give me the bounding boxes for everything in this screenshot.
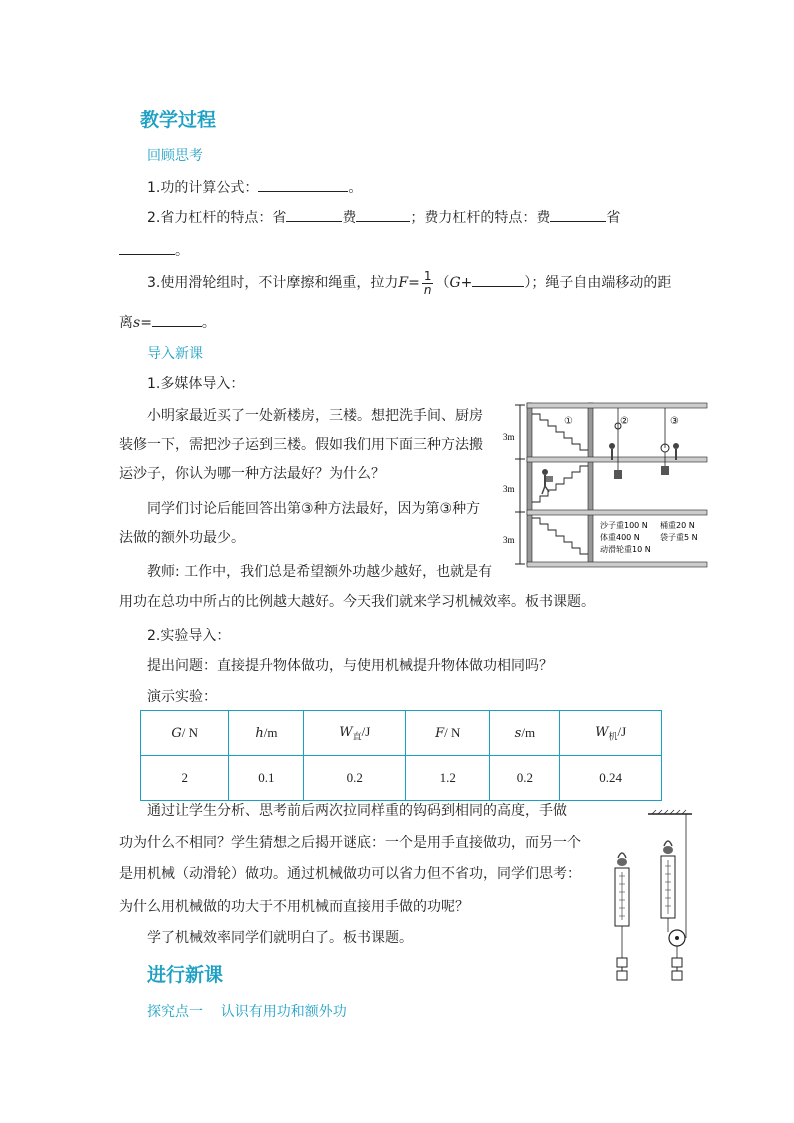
header-h-unit: /m — [263, 725, 278, 740]
experiment-table — [140, 710, 662, 801]
analysis-line3: 是用机械（动滑轮）做功。通过机械做功可以省力但不省功，同学们思考： — [119, 866, 581, 882]
q3-F: F — [398, 275, 409, 291]
q3-text: 3.使用滑轮组时，不计摩擦和绳重，拉力 — [147, 275, 399, 291]
info-pulley: 动滑轮重10 N — [600, 545, 651, 554]
experiment-label: 2.实验导入： — [147, 628, 231, 644]
header-W-direct-sub: 直 — [352, 731, 362, 742]
header-h — [229, 711, 304, 756]
q2-sheng: 省 — [606, 210, 621, 226]
q1-blank — [258, 177, 348, 192]
question-2-line2 — [119, 240, 189, 261]
media-para3-line2: 用功在总功中所占的比例越大越好。今天我们就来学习机械效率。板书课题。 — [119, 594, 595, 610]
q3-plus: + — [460, 275, 473, 291]
figure-spring-scales — [600, 808, 695, 988]
figure-building-three-methods — [500, 400, 708, 568]
q2-blank-4 — [119, 240, 175, 255]
header-F-sym: F — [435, 726, 445, 741]
method-2-label: ② — [620, 416, 629, 427]
header-F-unit: / N — [444, 725, 461, 740]
q3-blank-2 — [152, 312, 202, 327]
cell-W-direct: 0.2 — [304, 756, 406, 801]
cell-G: 2 — [141, 756, 229, 801]
q3-s: s — [133, 315, 141, 331]
question-1 — [147, 177, 362, 198]
q3-G: G — [449, 275, 461, 291]
analysis-conclusion: 学了机械效率同学们就明白了。板书课题。 — [147, 930, 413, 946]
info-body: 体重400 N — [600, 533, 640, 542]
cell-F: 1.2 — [406, 756, 490, 801]
media-para2-line2: 法做的额外功最少。 — [119, 530, 245, 546]
info-bucket: 桶重20 N — [660, 521, 695, 530]
q2-text: 2.省力杠杆的特点：省 — [147, 210, 287, 226]
info-bag: 袋子重5 N — [660, 533, 698, 542]
q2-blank-3 — [550, 207, 606, 222]
question-3-line2 — [119, 312, 216, 333]
media-para2-line1: 同学们讨论后能回答出第③种方法最好，因为第③种方 — [147, 501, 481, 517]
header-s-unit: /m — [521, 725, 536, 740]
method-1-label: ① — [564, 416, 573, 427]
dim-label-2: 3m — [503, 484, 515, 494]
q3-eq: = — [408, 275, 420, 291]
heading-teaching-process: 教学过程 — [140, 109, 217, 131]
header-h-sym: h — [255, 726, 264, 741]
media-label: 1.多媒体导入： — [147, 376, 245, 392]
q2-mid: ；费力杠杆的特点：费 — [410, 210, 551, 226]
q1-text: 1.功的计算公式： — [147, 180, 259, 196]
question-3 — [147, 266, 671, 300]
analysis-line1: 通过让学生分析、思考前后两次拉同样重的钩码到相同的高度，手做 — [147, 803, 567, 819]
experiment-demo: 演示实验： — [147, 689, 217, 705]
q2-end: 。 — [175, 243, 189, 259]
media-para1-line2: 装修一下，需把沙子运到三楼。假如我们用下面三种方法搬 — [119, 437, 483, 453]
method-3-label: ③ — [670, 416, 679, 427]
q2-fei: 费 — [342, 210, 357, 226]
q2-blank-1 — [286, 207, 342, 222]
header-G — [141, 711, 229, 756]
section-review: 回顾思考 — [147, 148, 203, 164]
header-W-machine-sub: 机 — [608, 731, 618, 742]
header-G-unit: / N — [181, 725, 199, 740]
experiment-question: 提出问题：直接提升物体做功，与使用机械提升物体做功相同吗？ — [147, 658, 553, 674]
q3-close: ）；绳子自由端移动的距 — [524, 275, 672, 291]
question-2 — [147, 207, 620, 228]
header-F — [406, 711, 490, 756]
media-para3-line1: 教师: 工作中，我们总是希望额外功越少越好，也就是有 — [147, 564, 493, 580]
info-sand: 沙子重100 N — [600, 521, 648, 530]
cell-W-machine: 0.24 — [560, 756, 662, 801]
dim-label-1: 3m — [503, 535, 515, 545]
header-G-sym: G — [171, 726, 182, 741]
header-s — [490, 711, 560, 756]
table-header-row — [141, 711, 662, 756]
q2-blank-2 — [356, 207, 410, 222]
q3-blank-1 — [472, 272, 524, 287]
q3-fraction — [422, 270, 434, 297]
explore-point-1: 探究点一 认识有用功和额外功 — [147, 1004, 347, 1020]
q3-den: n — [423, 282, 432, 297]
header-W-machine-sym: W — [595, 724, 609, 740]
header-W-direct-unit: /J — [361, 723, 371, 739]
dim-label-3: 3m — [503, 432, 515, 442]
analysis-line4: 为什么用机械做的功大于不用机械而直接用手做的功呢？ — [119, 899, 469, 915]
q3-num: 1 — [423, 268, 432, 283]
q3-eq2: = — [140, 315, 152, 331]
header-s-sym: s — [514, 726, 522, 741]
analysis-line2: 功为什么不相同？学生猜想之后揭开谜底：一个是用手直接做功，而另一个 — [119, 835, 581, 851]
q3-li: 离 — [119, 315, 133, 331]
q3-open: （ — [435, 275, 450, 291]
cell-h: 0.1 — [229, 756, 304, 801]
table-row — [141, 756, 662, 801]
media-para1-line3: 运沙子，你认为哪一种方法最好？为什么？ — [119, 466, 385, 482]
header-W-machine — [560, 711, 662, 756]
media-para1-line1: 小明家最近买了一处新楼房，三楼。想把洗手间、厨房 — [147, 408, 483, 424]
header-W-direct-sym: W — [339, 724, 353, 740]
header-W-machine-unit: /J — [617, 723, 627, 739]
cell-s: 0.2 — [490, 756, 560, 801]
q3-end: 。 — [201, 315, 216, 331]
heading-new-lesson: 进行新课 — [147, 964, 224, 986]
q1-suffix: 。 — [348, 180, 363, 196]
section-intro: 导入新课 — [147, 346, 203, 362]
header-W-direct — [304, 711, 406, 756]
